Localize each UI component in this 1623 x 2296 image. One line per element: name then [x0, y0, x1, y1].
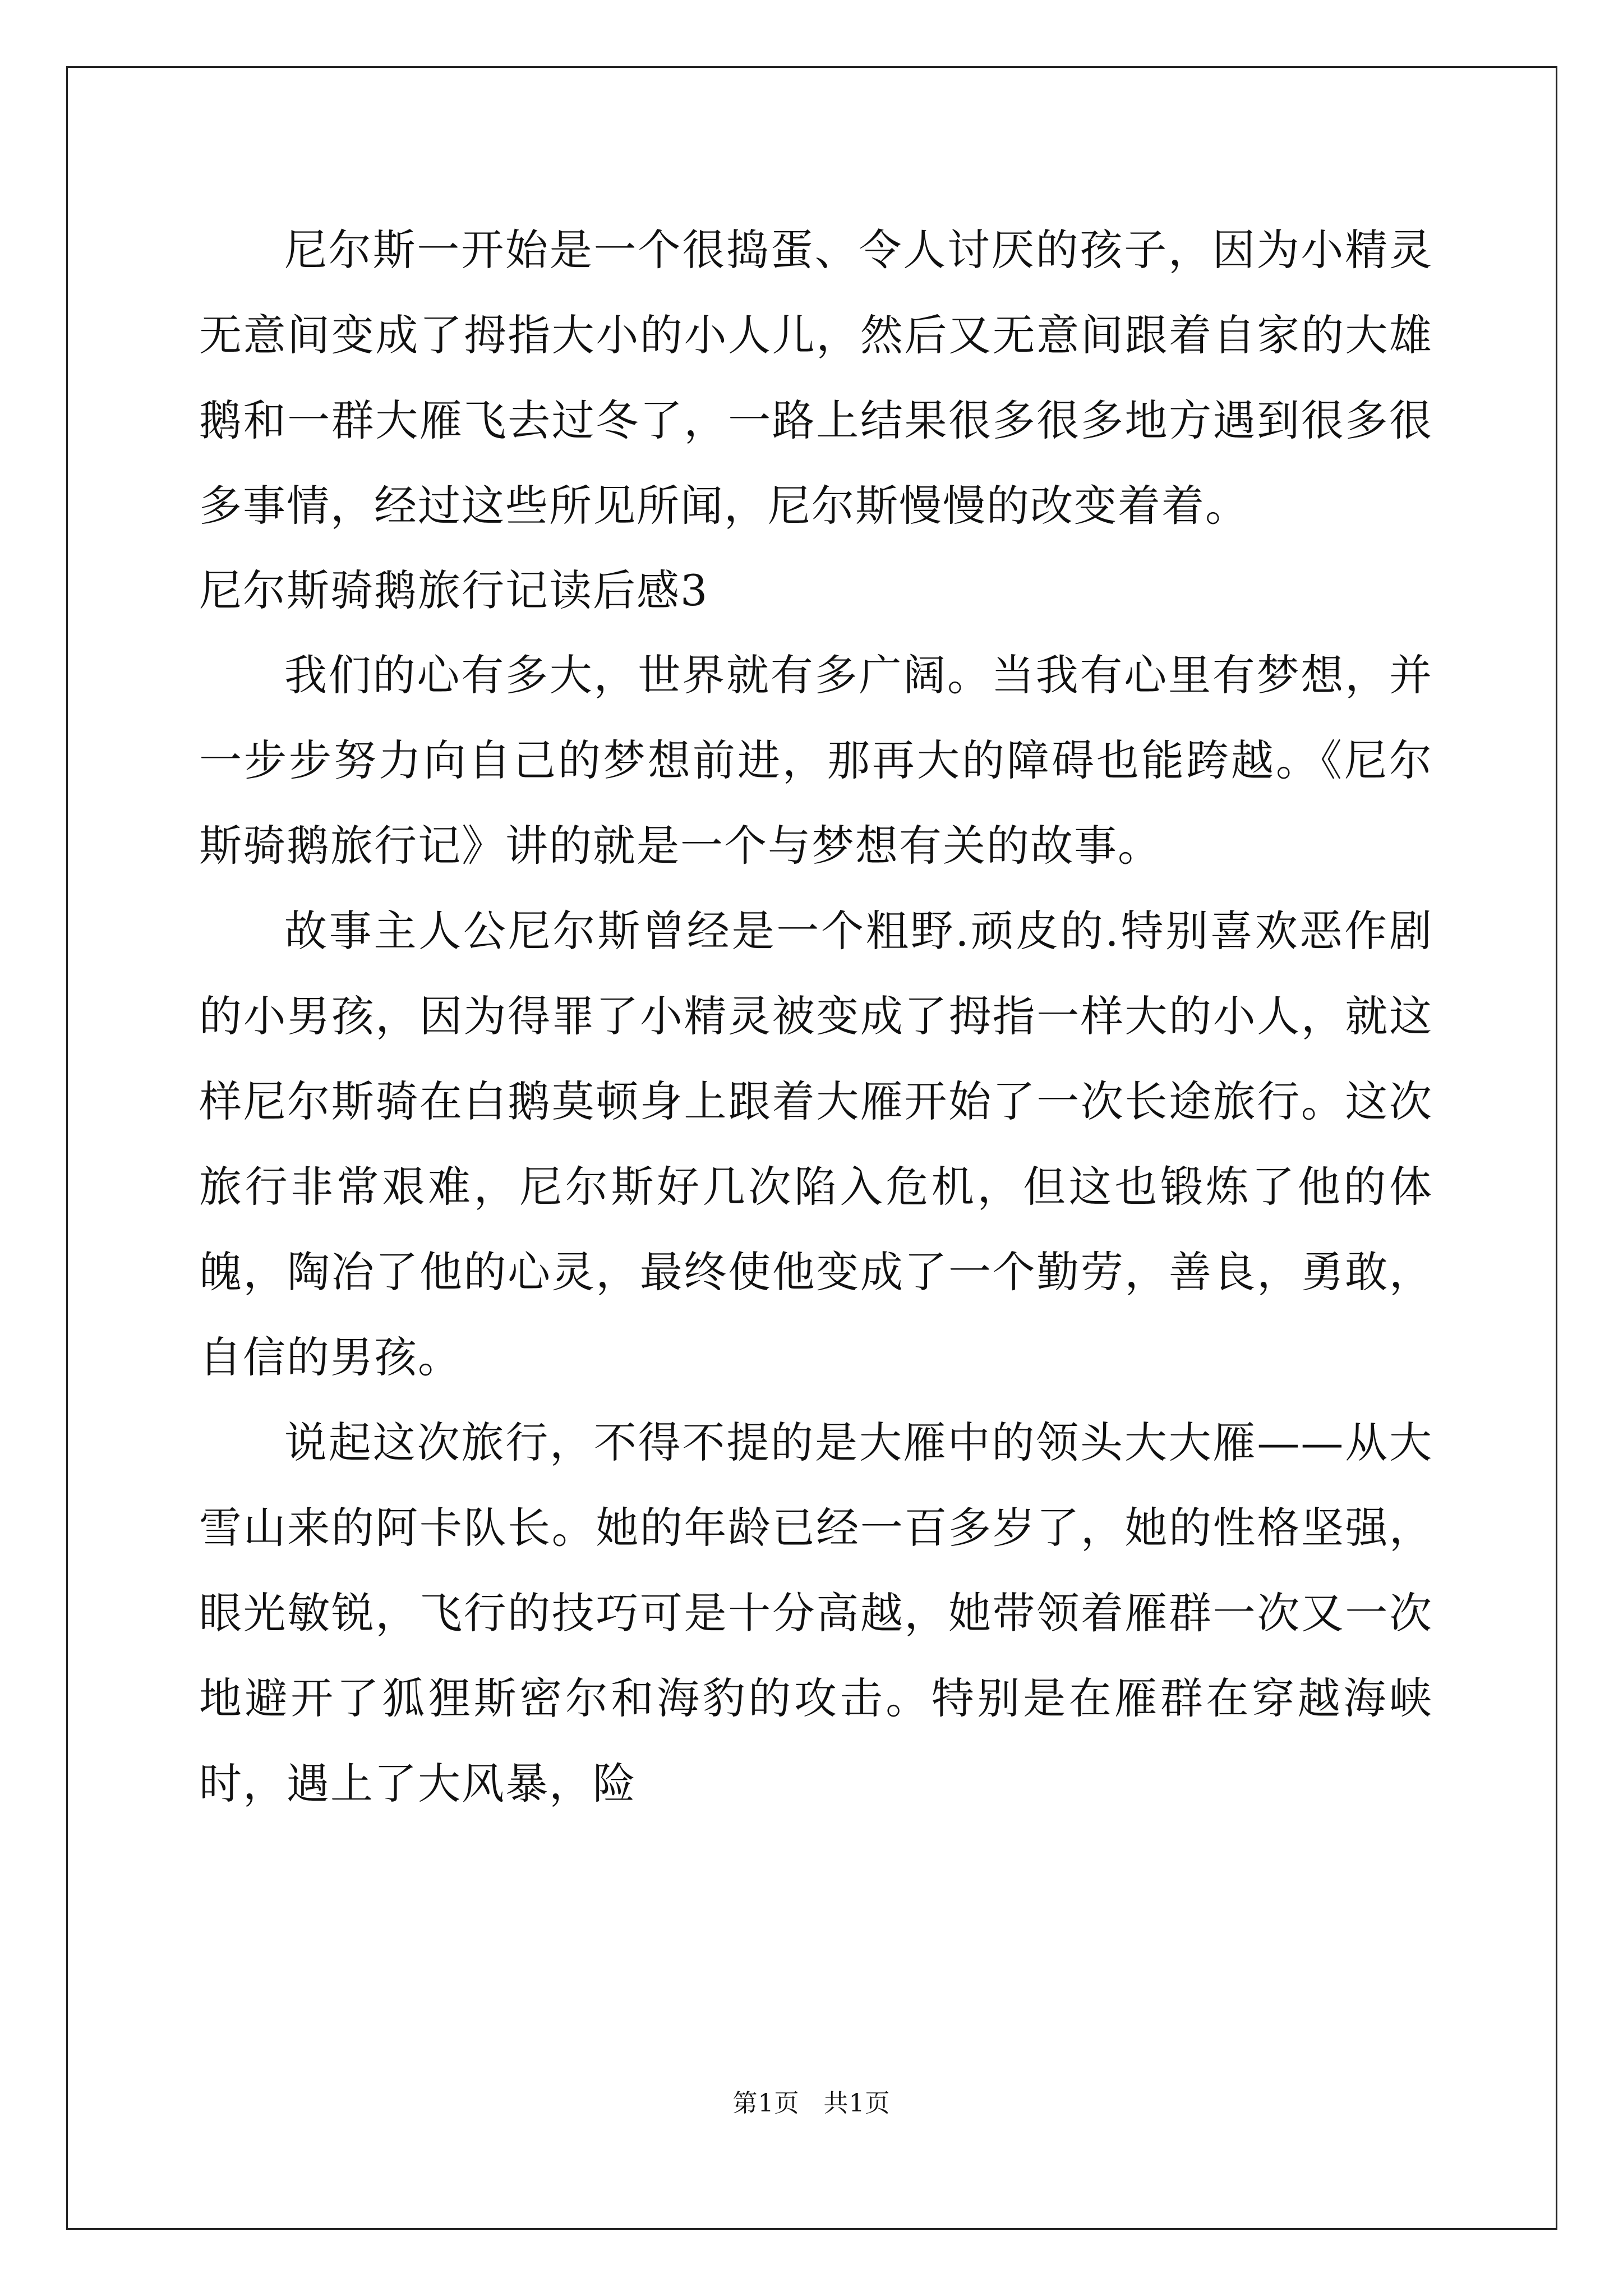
- paragraph: 故事主人公尼尔斯曾经是一个粗野.顽皮的.特别喜欢恶作剧的小男孩，因为得罪了小精灵被变成了拇指一样大的小人，就这样尼尔斯骑在白鹅莫顿身上跟着大雁开始了一次长途旅行。这次旅行非常艰难，尼尔斯好几次陷入危机，但这也锻炼了他的体魄，陶冶了他的心灵，最终使他变成了一个勤劳，善良，勇敢，自信的男孩。: [199, 906, 1433, 1382]
- paragraph: 说起这次旅行，不得不提的是大雁中的领头大大雁——从大雪山来的阿卡队长。她的年龄已经一百多岁了，她的性格坚强，眼光敏锐，飞行的技巧可是十分高越，她带领着雁群一次又一次地避开了狐狸斯密尔和海豹的攻击。特别是在雁群在穿越海峡时，遇上了大风暴，险: [199, 1418, 1433, 1809]
- paragraph: 我们的心有多大，世界就有多广阔。当我有心里有梦想，并一步步努力向自己的梦想前进，那再大的障碍也能跨越。《尼尔斯骑鹅旅行记》讲的就是一个与梦想有关的故事。: [199, 650, 1433, 871]
- document-body: [199, 208, 1433, 1826]
- page-footer: [0, 2087, 1623, 2120]
- page-number: 第1页: [732, 2089, 800, 2118]
- page-total: 共1页: [823, 2089, 891, 2118]
- paragraph: 尼尔斯一开始是一个很捣蛋、令人讨厌的孩子，因为小精灵无意间变成了拇指大小的小人儿，然后又无意间跟着自家的大雄鹅和一群大雁飞去过冬了，一路上结果很多很多地方遇到很多很多事情，经过这些所见所闻，尼尔斯慢慢的改变着着。: [199, 225, 1433, 531]
- section-heading: 尼尔斯骑鹅旅行记读后感3: [199, 565, 709, 615]
